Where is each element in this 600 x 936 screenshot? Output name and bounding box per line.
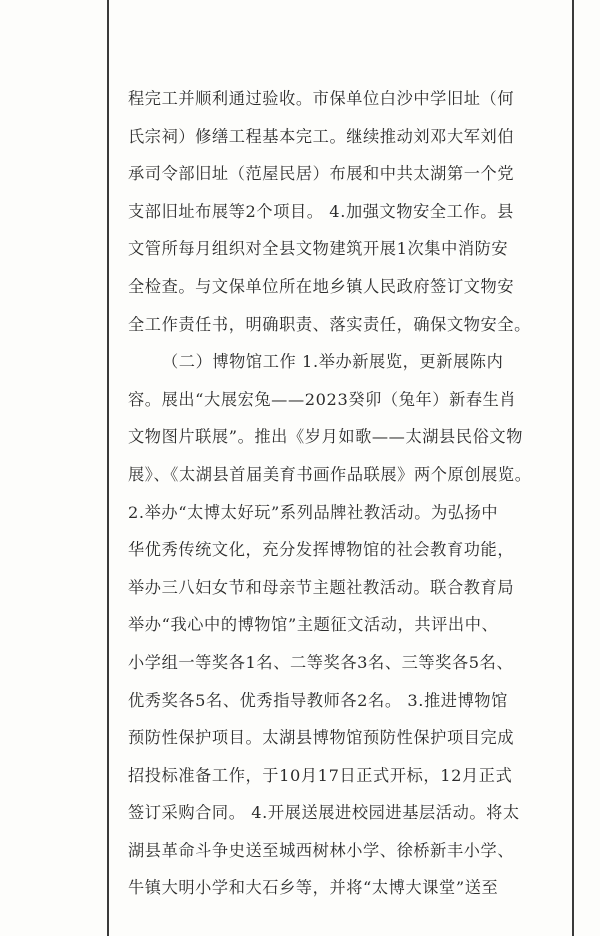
section-heading-line: （二）博物馆工作 1.举办新展览，更新展陈内: [162, 352, 504, 372]
text-line: 2.举办“太博太好玩”系列品牌社教活动。为弘扬中: [128, 502, 499, 522]
text-line: 优秀奖各5名、优秀指导教师各2名。 3.推进博物馆: [128, 690, 508, 710]
text-line: 承司令部旧址（范屋民居）布展和中共太湖第一个党: [128, 164, 515, 184]
table-border-left: [107, 0, 109, 936]
text-line: 牛镇大明小学和大石乡等，并将“太博大课堂”送至: [128, 878, 499, 898]
text-line: 文管所每月组织对全县文物建筑开展1次集中消防安: [128, 239, 509, 259]
text-line: 华优秀传统文化，充分发挥博物馆的社会教育功能，: [128, 540, 515, 560]
text-line: 湖县革命斗争史送至城西树林小学、徐桥新丰小学、: [128, 840, 515, 860]
text-line: 程完工并顺利通过验收。市保单位白沙中学旧址（何: [128, 89, 515, 108]
text-line: 预防性保护项目。太湖县博物馆预防性保护项目完成: [128, 728, 515, 748]
text-line: 支部旧址布展等2个项目。 4.加强文物安全工作。县: [128, 201, 514, 221]
body-text: [128, 80, 568, 907]
text-line: 氏宗祠）修缮工程基本完工。继续推动刘邓大军刘伯: [128, 126, 515, 146]
text-line: 小学组一等奖各1名、二等奖各3名、三等奖各5名、: [128, 652, 514, 672]
text-line: 招投标准备工作，于10月17日正式开标，12月正式: [128, 765, 513, 785]
text-line: 全工作责任书，明确职责、落实责任，确保文物安全。: [128, 314, 531, 334]
text-line: 签订采购合同。 4.开展送展进校园进基层活动。将太: [128, 803, 520, 823]
table-border-right: [572, 0, 574, 936]
text-line: 全检查。与文保单位所在地乡镇人民政府签订文物安: [128, 276, 515, 296]
text-line: 文物图片联展”。推出《岁月如歌——太湖县民俗文物: [128, 427, 523, 447]
text-line: 举办三八妇女节和母亲节主题社教活动。联合教育局: [128, 577, 515, 597]
text-line: 容。展出“大展宏兔——2023癸卯（兔年）新春生肖: [128, 389, 517, 409]
text-line: 举办“我心中的博物馆”主题征文活动，共评出中、: [128, 615, 499, 635]
text-line: 展》、《太湖县首届美育书画作品联展》两个原创展览。: [128, 464, 532, 484]
